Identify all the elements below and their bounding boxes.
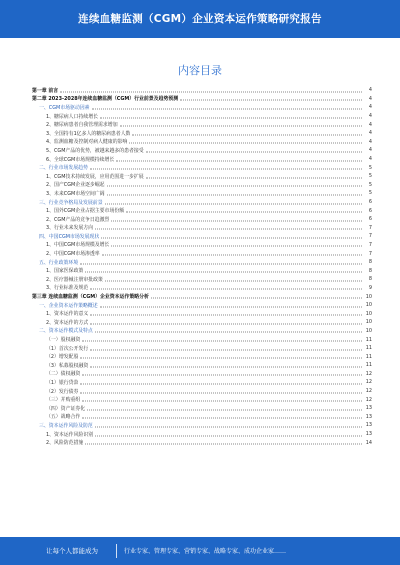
- toc-entry-page: 6: [368, 199, 372, 206]
- toc-entry[interactable]: [32, 309, 372, 318]
- toc-entry-label: 3、全国持有1亿多人的糖尿病患者人数: [46, 130, 131, 137]
- toc-entry[interactable]: [32, 318, 372, 327]
- toc-entry-label: （3）私募股权融资: [46, 362, 89, 369]
- toc-entry-label: 1、国外CGM企业占据主要市场份额: [46, 208, 125, 215]
- toc-entry-page: 10: [365, 310, 372, 317]
- toc-entry[interactable]: [32, 421, 372, 430]
- toc-entry[interactable]: [32, 249, 372, 258]
- toc-entry-page: 11: [365, 362, 372, 369]
- toc-leader-dots: [82, 341, 362, 342]
- toc-entry-label: （2）发行债券: [46, 388, 79, 395]
- toc-entry-label: 一、CGM市场驱动因素: [39, 104, 90, 111]
- toc-leader-dots: [90, 349, 362, 350]
- toc-leader-dots: [90, 289, 362, 290]
- toc-entry[interactable]: [32, 335, 372, 344]
- toc-entry[interactable]: [32, 275, 372, 284]
- toc-entry-label: 1、中国CGM市场规模及增长: [46, 242, 110, 249]
- toc-entry-label: 4、监测血糖及控制对病人健康的影响: [46, 139, 128, 146]
- toc-entry[interactable]: [32, 438, 372, 447]
- toc-entry-label: 2、医疗器械注册审批政策: [46, 276, 103, 283]
- toc-leader-dots: [107, 194, 362, 195]
- toc-leader-dots: [146, 151, 362, 152]
- toc-entry-label: （三）并购重组: [46, 397, 81, 404]
- toc-entry-label: 第一章 前言: [32, 87, 59, 94]
- toc-entry[interactable]: [32, 413, 372, 422]
- toc-entry[interactable]: [32, 430, 372, 439]
- toc-entry[interactable]: [32, 103, 372, 112]
- toc-entry-page: 4: [368, 121, 372, 128]
- toc-entry-label: （四）资产证券化: [46, 405, 86, 412]
- toc-leader-dots: [100, 117, 362, 118]
- toc-leader-dots: [87, 409, 362, 410]
- toc-entry-page: 4: [368, 138, 372, 145]
- toc-entry-page: 9: [368, 284, 372, 291]
- toc-entry[interactable]: [32, 404, 372, 413]
- toc-entry-label: 一、企业资本运作策略概述: [39, 302, 98, 309]
- toc-entry-page: 8: [368, 267, 372, 274]
- toc-entry-label: 1、CGM技术持续发展，应用范围进一步扩展: [46, 173, 144, 180]
- toc-entry[interactable]: [32, 155, 372, 164]
- toc-entry[interactable]: [32, 163, 372, 172]
- toc-entry-label: 第二章 2023-2028年连续血糖监测（CGM）行业前景及趋势预测: [32, 96, 179, 103]
- toc-entry-page: 4: [368, 87, 372, 94]
- toc-entry-label: （1）首次公开发行: [46, 345, 89, 352]
- toc-entry-page: 12: [365, 370, 372, 377]
- toc-entry-label: 二、资本运作模式及特点: [39, 328, 93, 335]
- toc-entry-page: 14: [365, 439, 372, 446]
- toc-entry[interactable]: [32, 352, 372, 361]
- toc-entry[interactable]: [32, 361, 372, 370]
- toc-entry-page: 4: [368, 104, 372, 111]
- toc-entry-label: 第三章 连续血糖监测（CGM）企业资本运作策略分析: [32, 294, 149, 301]
- toc-entry[interactable]: [32, 387, 372, 396]
- toc-entry-label: 1、国家医保政策: [46, 268, 84, 275]
- toc-heading: 内容目录: [178, 64, 222, 77]
- toc-entry-label: 2、国产CGM企业逐步崛起: [46, 182, 105, 189]
- toc-leader-dots: [100, 306, 362, 307]
- toc-entry[interactable]: [32, 258, 372, 267]
- toc-entry-label: 四、中国CGM市场发展现状: [39, 233, 100, 240]
- toc-entry-label: 3、未来CGM市场空间广阔: [46, 190, 105, 197]
- toc-entry-page: 5: [368, 181, 372, 188]
- toc-entry-page: 4: [368, 156, 372, 163]
- toc-entry-page: 7: [368, 241, 372, 248]
- toc-leader-dots: [80, 392, 362, 393]
- toc-entry[interactable]: [32, 112, 372, 121]
- toc-leader-dots: [82, 401, 362, 402]
- toc-entry-page: 13: [365, 431, 372, 438]
- toc-entry-label: 三、行业竞争格局及发展前景: [39, 199, 103, 206]
- toc-leader-dots: [80, 263, 362, 264]
- footer-divider: [116, 544, 117, 558]
- toc-entry-page: 12: [365, 379, 372, 386]
- toc-entry-label: 2、CGM产品的竞争日趋激烈: [46, 216, 110, 223]
- toc-leader-dots: [107, 186, 362, 187]
- toc-entry[interactable]: [32, 215, 372, 224]
- toc-entry-label: （二）债权融资: [46, 371, 81, 378]
- toc-leader-dots: [151, 298, 362, 299]
- toc-entry-page: 10: [365, 293, 372, 300]
- toc-leader-dots: [101, 237, 362, 238]
- toc-entry-label: 1、资本运作的意义: [46, 311, 89, 318]
- footer-tagline: 行业专家、管理专家、营销专家、战略专家、成功企业家……: [124, 548, 287, 555]
- toc-entry-page: 8: [368, 259, 372, 266]
- toc-entry-page: 13: [365, 405, 372, 412]
- table-of-contents: [32, 86, 372, 447]
- toc-entry-page: 4: [368, 113, 372, 120]
- toc-entry[interactable]: [32, 378, 372, 387]
- toc-leader-dots: [132, 134, 362, 135]
- toc-leader-dots: [82, 375, 362, 376]
- toc-entry-label: （一）股权融资: [46, 337, 81, 344]
- toc-entry[interactable]: [32, 120, 372, 129]
- toc-entry-page: 4: [368, 147, 372, 154]
- toc-entry[interactable]: [32, 224, 372, 233]
- toc-leader-dots: [111, 220, 362, 221]
- toc-entry-page: 7: [368, 224, 372, 231]
- toc-leader-dots: [180, 100, 362, 101]
- toc-entry[interactable]: [32, 266, 372, 275]
- toc-leader-dots: [80, 383, 362, 384]
- toc-leader-dots: [95, 435, 362, 436]
- toc-leader-dots: [111, 246, 362, 247]
- toc-entry-label: （2）增发配股: [46, 354, 79, 361]
- toc-entry[interactable]: [32, 129, 372, 138]
- toc-entry[interactable]: [32, 181, 372, 190]
- toc-entry-label: 6、全球CGM市场规模持续增长: [46, 156, 115, 163]
- toc-entry-label: （1）银行贷款: [46, 379, 79, 386]
- toc-leader-dots: [80, 358, 362, 359]
- toc-entry-label: 2、中国CGM市场渗透率: [46, 251, 100, 258]
- toc-entry[interactable]: [32, 95, 372, 104]
- toc-entry-page: 4: [368, 95, 372, 102]
- toc-leader-dots: [105, 203, 362, 204]
- toc-entry[interactable]: [32, 344, 372, 353]
- toc-leader-dots: [116, 160, 362, 161]
- toc-leader-dots: [95, 229, 362, 230]
- report-title: 连续血糖监测（CGM）企业资本运作策略研究报告: [78, 13, 322, 25]
- toc-entry-page: 11: [365, 336, 372, 343]
- toc-entry[interactable]: [32, 301, 372, 310]
- toc-entry-page: 11: [365, 353, 372, 360]
- toc-entry-label: 1、资本运作风险识别: [46, 431, 94, 438]
- toc-entry[interactable]: [32, 138, 372, 147]
- toc-leader-dots: [126, 212, 362, 213]
- toc-entry-page: 10: [365, 319, 372, 326]
- footer-slogan: 让每个人都能成为: [46, 547, 98, 555]
- toc-entry-page: 5: [368, 190, 372, 197]
- toc-leader-dots: [120, 126, 362, 127]
- toc-entry-label: 2、糖尿病患者自我管理需求增加: [46, 122, 118, 129]
- toc-entry-page: 12: [365, 396, 372, 403]
- toc-entry-page: 8: [368, 276, 372, 283]
- toc-entry-page: 4: [368, 130, 372, 137]
- toc-entry[interactable]: [32, 172, 372, 181]
- toc-leader-dots: [85, 444, 362, 445]
- toc-entry-label: 3、行业未来发展方向: [46, 225, 94, 232]
- toc-leader-dots: [85, 272, 362, 273]
- toc-entry-label: 1、糖尿病人口持续增长: [46, 113, 99, 120]
- toc-entry-label: 五、行业政策环境: [39, 259, 79, 266]
- toc-entry-page: 5: [368, 164, 372, 171]
- toc-entry-page: 10: [365, 302, 372, 309]
- toc-entry-page: 10: [365, 327, 372, 334]
- report-header-bar: [0, 0, 400, 38]
- toc-entry[interactable]: [32, 370, 372, 379]
- toc-entry[interactable]: [32, 206, 372, 215]
- toc-entry[interactable]: [32, 327, 372, 336]
- toc-entry[interactable]: [32, 86, 372, 95]
- toc-entry[interactable]: [32, 395, 372, 404]
- toc-entry-label: 2、风险防范措施: [46, 440, 84, 447]
- toc-entry[interactable]: [32, 241, 372, 250]
- toc-entry-label: 2、资本运作的方式: [46, 319, 89, 326]
- toc-leader-dots: [95, 426, 362, 427]
- toc-entry-label: 二、行业市场发展趋势: [39, 165, 88, 172]
- toc-leader-dots: [146, 177, 362, 178]
- toc-entry-page: 11: [365, 345, 372, 352]
- toc-entry[interactable]: [32, 292, 372, 301]
- toc-leader-dots: [105, 280, 362, 281]
- toc-entry-page: 12: [365, 388, 372, 395]
- toc-entry-page: 7: [368, 233, 372, 240]
- toc-leader-dots: [60, 91, 362, 92]
- toc-leader-dots: [102, 255, 362, 256]
- toc-leader-dots: [90, 315, 362, 316]
- toc-entry[interactable]: [32, 146, 372, 155]
- toc-entry-label: 三、资本运作风险及防范: [39, 422, 93, 429]
- footer-bar: [0, 537, 400, 565]
- toc-entry-page: 6: [368, 207, 372, 214]
- toc-entry-label: 5、CGM产品的优势，被越来越多的患者接受: [46, 147, 144, 154]
- toc-leader-dots: [90, 366, 362, 367]
- toc-leader-dots: [90, 169, 362, 170]
- toc-leader-dots: [82, 418, 362, 419]
- toc-entry-label: （五）战略合作: [46, 414, 81, 421]
- toc-entry-page: 5: [368, 173, 372, 180]
- toc-entry-label: 3、行业标准及规范: [46, 285, 89, 292]
- toc-entry[interactable]: [32, 198, 372, 207]
- toc-leader-dots: [90, 323, 362, 324]
- toc-leader-dots: [95, 332, 362, 333]
- toc-entry-page: 6: [368, 216, 372, 223]
- toc-entry-page: 13: [365, 413, 372, 420]
- toc-leader-dots: [92, 108, 362, 109]
- toc-entry[interactable]: [32, 284, 372, 293]
- toc-entry-page: 13: [365, 422, 372, 429]
- toc-entry[interactable]: [32, 232, 372, 241]
- toc-leader-dots: [129, 143, 362, 144]
- toc-entry[interactable]: [32, 189, 372, 198]
- toc-entry-page: 7: [368, 250, 372, 257]
